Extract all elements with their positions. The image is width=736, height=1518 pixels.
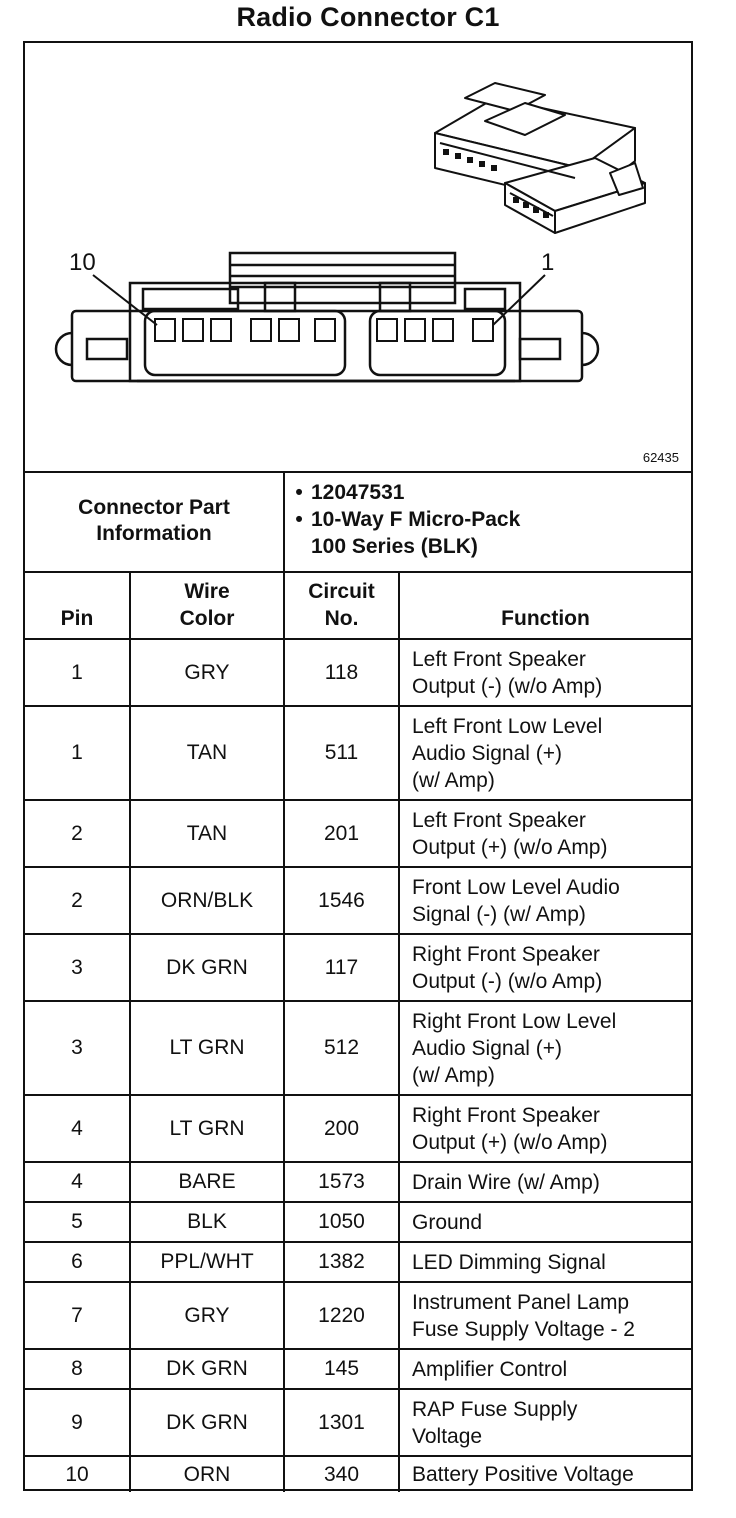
table-row — [25, 1349, 691, 1389]
wire-color-cell: BARE — [130, 1162, 284, 1202]
wire-color-cell: GRY — [130, 1282, 284, 1349]
table-row — [25, 1282, 691, 1349]
connector-illustration — [25, 43, 691, 473]
connector-front-view — [56, 253, 598, 381]
function-cell: LED Dimming Signal — [399, 1242, 691, 1282]
circuit-cell: 201 — [284, 800, 399, 867]
wire-color-cell: ORN — [130, 1456, 284, 1492]
wire-color-cell: PPL/WHT — [130, 1242, 284, 1282]
connector-3d-view — [435, 83, 645, 233]
figure-number: 62435 — [642, 450, 679, 465]
function-cell: Instrument Panel Lamp Fuse Supply Voltage - 2 — [399, 1282, 691, 1349]
pin-10-label: 10 — [69, 249, 96, 276]
function-cell: Drain Wire (w/ Amp) — [399, 1162, 691, 1202]
wire-color-cell: DK GRN — [130, 1389, 284, 1456]
function-cell: Left Front Speaker Output (-) (w/o Amp) — [399, 639, 691, 706]
pin-cell: 5 — [25, 1202, 130, 1242]
wire-color-cell: TAN — [130, 800, 284, 867]
circuit-cell: 1301 — [284, 1389, 399, 1456]
pin-cell: 4 — [25, 1095, 130, 1162]
table-header-row — [25, 573, 691, 639]
connector-sheet — [23, 41, 693, 1491]
connector-drawing — [25, 43, 691, 471]
table-row — [25, 800, 691, 867]
pin-cell: 9 — [25, 1389, 130, 1456]
function-cell: Ground — [399, 1202, 691, 1242]
pin-cell: 2 — [25, 800, 130, 867]
pinout-table — [25, 573, 691, 1492]
table-row — [25, 639, 691, 706]
wire-color-cell: BLK — [130, 1202, 284, 1242]
wire-color-cell: LT GRN — [130, 1001, 284, 1095]
header-function: Function — [399, 573, 691, 639]
pin-cell: 8 — [25, 1349, 130, 1389]
wire-color-cell: DK GRN — [130, 934, 284, 1001]
function-cell: Right Front Speaker Output (+) (w/o Amp) — [399, 1095, 691, 1162]
connector-part-info — [25, 471, 691, 573]
table-row — [25, 706, 691, 800]
header-pin: Pin — [25, 573, 130, 639]
table-row — [25, 1456, 691, 1492]
connector-part-info-label: Connector Part Information — [25, 471, 285, 571]
table-row — [25, 1389, 691, 1456]
bullet-icon: • — [295, 508, 303, 531]
table-row — [25, 1001, 691, 1095]
pin-cell: 6 — [25, 1242, 130, 1282]
circuit-cell: 118 — [284, 639, 399, 706]
pin-cell: 7 — [25, 1282, 130, 1349]
table-row — [25, 934, 691, 1001]
pin-cell: 3 — [25, 934, 130, 1001]
function-cell: Front Low Level Audio Signal (-) (w/ Amp) — [399, 867, 691, 934]
wire-color-cell: DK GRN — [130, 1349, 284, 1389]
wire-color-cell: LT GRN — [130, 1095, 284, 1162]
connector-type: 10-Way F Micro-Pack 100 Series (BLK) — [311, 508, 521, 558]
pin-cell: 3 — [25, 1001, 130, 1095]
connector-cavities — [155, 319, 493, 341]
circuit-cell: 511 — [284, 706, 399, 800]
circuit-cell: 117 — [284, 934, 399, 1001]
circuit-cell: 145 — [284, 1349, 399, 1389]
circuit-cell: 1050 — [284, 1202, 399, 1242]
table-row — [25, 867, 691, 934]
header-circuit-no: Circuit No. — [284, 573, 399, 639]
function-cell: Battery Positive Voltage — [399, 1456, 691, 1492]
circuit-cell: 340 — [284, 1456, 399, 1492]
wire-color-cell: GRY — [130, 639, 284, 706]
pin-cell: 10 — [25, 1456, 130, 1492]
table-row — [25, 1242, 691, 1282]
table-row — [25, 1202, 691, 1242]
wire-color-cell: TAN — [130, 706, 284, 800]
bullet-icon: • — [295, 481, 303, 504]
circuit-cell: 512 — [284, 1001, 399, 1095]
circuit-cell: 1573 — [284, 1162, 399, 1202]
table-row — [25, 1095, 691, 1162]
table-row — [25, 1162, 691, 1202]
pin-1-label: 1 — [541, 249, 555, 276]
circuit-cell: 1546 — [284, 867, 399, 934]
header-wire-color: Wire Color — [130, 573, 284, 639]
pin-cell: 2 — [25, 867, 130, 934]
pin-cell: 1 — [25, 706, 130, 800]
function-cell: Left Front Low Level Audio Signal (+) (w/ Amp) — [399, 706, 691, 800]
pin-cell: 1 — [25, 639, 130, 706]
part-number: 12047531 — [311, 481, 405, 504]
part-number-item — [287, 479, 687, 506]
circuit-cell: 1220 — [284, 1282, 399, 1349]
wire-color-cell: ORN/BLK — [130, 867, 284, 934]
circuit-cell: 1382 — [284, 1242, 399, 1282]
function-cell: Amplifier Control — [399, 1349, 691, 1389]
page-title: Radio Connector C1 — [236, 2, 500, 32]
function-cell: Right Front Speaker Output (-) (w/o Amp) — [399, 934, 691, 1001]
function-cell: Left Front Speaker Output (+) (w/o Amp) — [399, 800, 691, 867]
function-cell: Right Front Low Level Audio Signal (+) (w/ Amp) — [399, 1001, 691, 1095]
connector-type-item — [287, 506, 687, 560]
circuit-cell: 200 — [284, 1095, 399, 1162]
connector-part-info-values — [287, 479, 687, 560]
pin-cell: 4 — [25, 1162, 130, 1202]
function-cell: RAP Fuse Supply Voltage — [399, 1389, 691, 1456]
